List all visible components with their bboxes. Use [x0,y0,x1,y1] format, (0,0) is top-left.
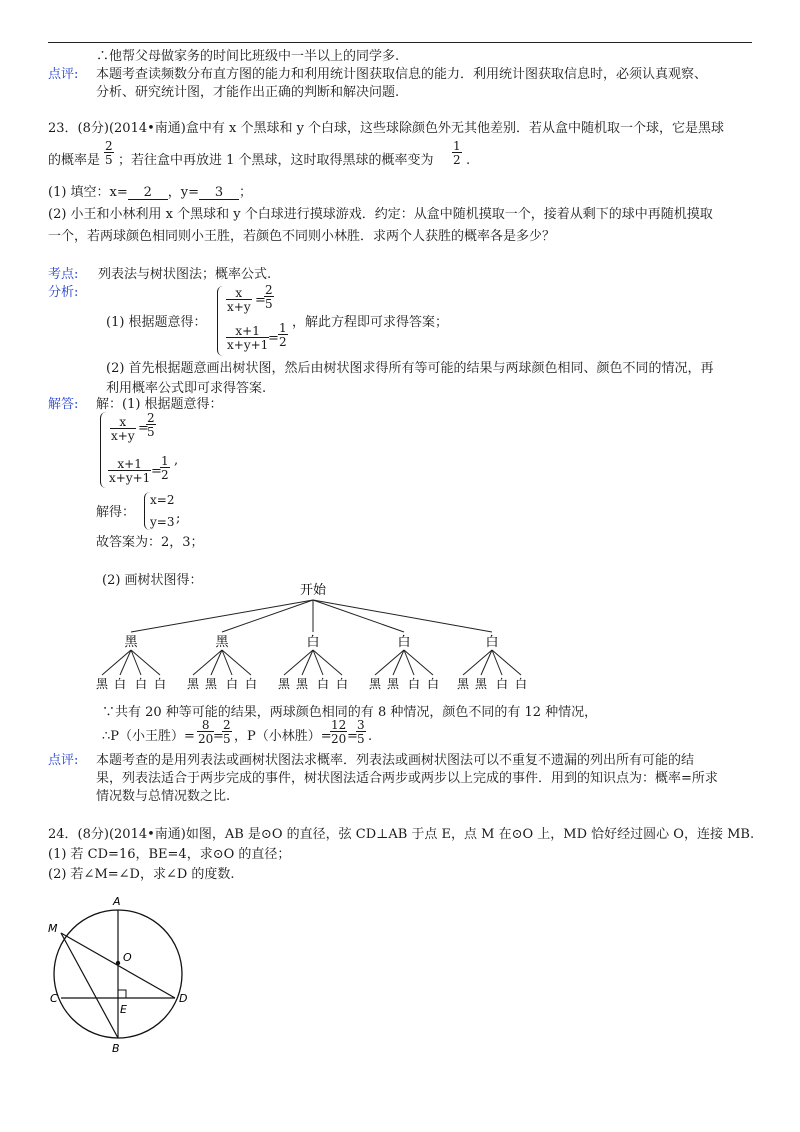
tree-node-level1: 白 [485,635,499,650]
right-angle-mark [118,990,126,998]
fraction-12-20: 12 20 [331,718,347,746]
comment-line-2: 分析、研究统计图，才能作出正确的判断和解决问题. [96,85,400,100]
tree-leaf: 黑 [474,677,488,691]
tree-branch [284,650,313,675]
jieda-part-2: (2) 画树状图得： [102,573,203,588]
label-m: M [48,922,58,935]
jieda-solve: 解得： [96,505,136,520]
q24-part-2: (2) 若∠M=∠D，求∠D 的度数. [48,867,235,882]
tree-branch [222,650,251,675]
tree-leaf: 白 [407,677,421,691]
center-dot [116,961,120,965]
tree-branch [393,650,404,675]
tree-branch [211,650,222,675]
tree-leaf: 白 [316,677,330,691]
tree-leaf: 白 [113,677,127,691]
equals: = [213,729,224,744]
dianping-label: 点评: [48,753,79,768]
dianping-line-1: 本题考查的是用列表法或画树状图法求概率．列表法或画树状图法可以不重复不遗漏的列出所有可能的结 [96,753,695,768]
tree-leaf: 黑 [386,677,400,691]
label-a: A [113,895,121,908]
fenxi-part-2-line-2: 利用概率公式即可求得答案. [106,381,267,396]
fraction-2-5: 2 5 [223,718,231,746]
tree-leaf: 黑 [368,677,382,691]
dianping-line-2: 果，列表法适合于两步完成的事件，树状图法适合两步或两步以上完成的事件．用到的知识点为：概率=所求 [96,771,718,786]
fenxi-part-1b: ，解此方程即可求得答案； [292,315,449,330]
tree-node-level1: 黑 [215,635,229,650]
q23-stem-line-2a: 的概率是 [48,153,101,168]
circle-figure [40,888,200,1058]
label-e: E [120,1003,127,1016]
answer-y: 3 [199,186,239,200]
jieda-part-1: 解：(1) 根据题意得： [96,397,223,412]
label-d: D [179,992,188,1005]
answer-x: 2 [128,186,168,200]
fenxi-part-2-line-1: (2) 首先根据题意画出树状图，然后由树状图求得所有等可能的结果与两球颜色相同、颜色不同的情况，再 [106,361,714,376]
kaodian-text: 列表法与树状图法；概率公式. [98,267,272,282]
q23-stem-period: . [466,153,471,168]
q24-stem: 24．(8分)(2014•南通)如图，AB 是⊙O 的直径，弦 CD⊥AB 于点 E，点 M 在⊙O 上，MD 恰好经过圆心 O，连接 MB. [48,827,755,842]
tree-branch [313,600,492,632]
tree-leaf: 白 [495,677,509,691]
tree-leaf: 白 [244,677,258,691]
result-count: ∵共有 20 种等可能的结果，两球颜色相同的有 8 种情况，颜色不同的有 12 种情况， [102,705,598,720]
equals: = [268,331,279,346]
tree-leaf: 黑 [456,677,470,691]
tree-branch [404,650,433,675]
label-o: O [123,951,132,964]
tree-branch [222,600,313,632]
tree-root: 开始 [299,583,327,598]
tree-branch [120,650,131,675]
tree-branch [131,650,160,675]
q23-stem-line-1: 23．(8分)(2014•南通)盒中有 x 个黑球和 y 个白球，这些球除颜色外无其他差别．若从盒中随机取一个球，它是黑球 [48,121,725,136]
tree-leaf: 黑 [277,677,291,691]
tree-branch [463,650,492,675]
tree-leaf: 白 [335,677,349,691]
eq2-lhs: x+1 x+y+1 [109,457,151,485]
comma: , [174,453,179,468]
q23-part-1: (1) 填空：x= 2 ，y= 3 ； [48,185,253,200]
eq2-lhs: x+1 x+y+1 [227,324,269,352]
tree-node-level1: 白 [306,635,320,650]
tree-branch [375,650,404,675]
prob-lin-label: ，P（小林胜）= [234,729,332,744]
kaodian-label: 考点: [48,267,79,282]
tree-leaf: 白 [225,677,239,691]
jieda-answer: 故答案为：2，3； [96,535,204,550]
tree-branch [481,650,492,675]
q23-stem-line-2b: ；若往盒中再放进 1 个黑球，这时取得黑球的概率变为 [118,153,434,168]
q24-part-1: (1) 若 CD=16，BE=4，求⊙O 的直径； [48,847,291,862]
period: . [368,729,373,744]
label-c: C [50,992,58,1005]
dianping-line-3: 情况数与总情况数之比. [96,789,231,804]
eq1-lhs: x x+y [227,286,251,314]
fraction-1-2: 1 2 [453,139,461,167]
equals: = [255,293,266,308]
semicolon: ; [176,511,181,526]
eq1-lhs: x x+y [111,415,135,443]
q23-part-2-line-1: (2) 小王和小林利用 x 个黑球和 y 个白球进行摸球游戏．约定：从盒中随机摸取一个，接着从剩下的球中再随机摸取 [48,207,713,222]
fenxi-part-1: (1) 根据题意得： [106,315,207,330]
tree-branch [313,600,404,632]
jieda-label: 解答: [48,397,79,412]
prev-conclusion: ∴他帮父母做家务的时间比班级中一半以上的同学多. [96,49,400,64]
fenxi-label: 分析: [48,285,79,300]
label-b: B [112,1042,120,1055]
comment-label: 点评: [48,67,79,82]
prob-line: ∴P（小王胜）= [102,729,195,744]
tree-branch [193,650,222,675]
q23-part-2-line-2: 一个，若两球颜色相同则小王胜，若颜色不同则小林胜．求两个人获胜的概率各是多少？ [48,229,556,244]
solution-y: y=3 [150,515,175,529]
tree-leaf: 黑 [204,677,218,691]
fraction-2-5: 2 5 [105,139,113,167]
tree-branch [492,650,521,675]
comment-line-1: 本题考查读频数分布直方图的能力和利用统计图获取信息的能力．利用统计图获取信息时，必须认真观察、 [96,67,708,82]
tree-leaf: 黑 [95,677,109,691]
eq2-rhs: 1 2 [161,454,169,482]
tree-branch [302,650,313,675]
solution-x: x=2 [150,493,175,507]
tree-branch [131,600,313,632]
tree-leaf: 白 [153,677,167,691]
equals: = [151,464,162,479]
tree-leaf: 黑 [186,677,200,691]
tree-node-level1: 黑 [124,635,138,650]
equals: = [138,421,149,436]
fraction-3-5: 3 5 [357,718,365,746]
tree-leaf: 白 [134,677,148,691]
tree-leaf: 黑 [295,677,309,691]
tree-branch [102,650,131,675]
eq1-rhs: 2 5 [147,411,155,439]
eq2-rhs: 1 2 [279,321,287,349]
tree-node-level1: 白 [397,635,411,650]
tree-branch [313,650,342,675]
equals: = [347,729,358,744]
tree-leaf: 白 [426,677,440,691]
eq1-rhs: 2 5 [265,283,273,311]
tree-leaf: 白 [514,677,528,691]
fraction-8-20: 8 20 [198,718,214,746]
